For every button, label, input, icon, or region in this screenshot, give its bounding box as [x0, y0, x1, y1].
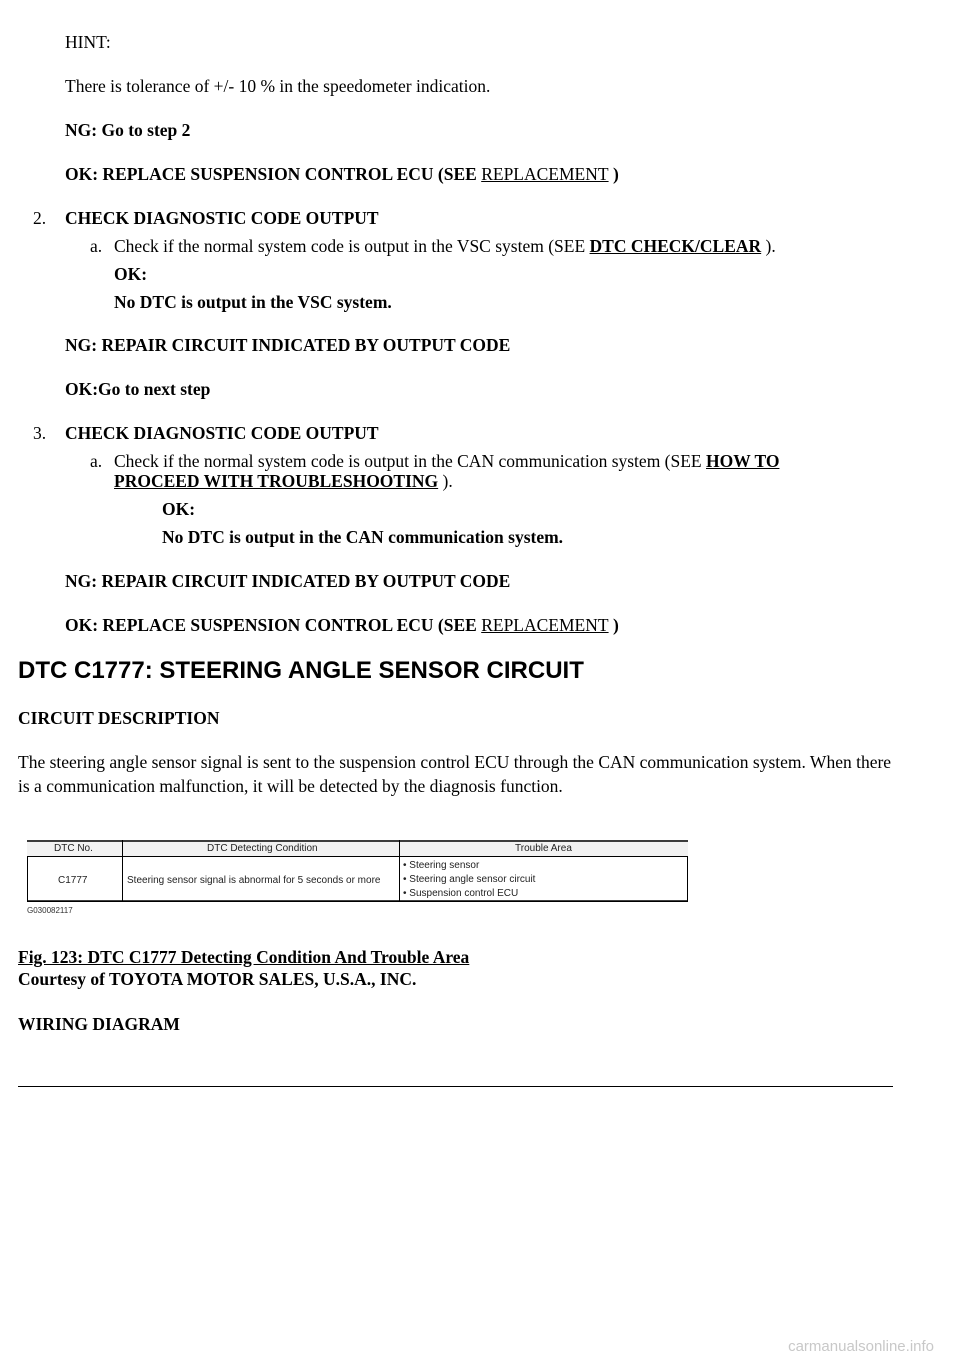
- step3-sub-text-line2: [114, 470, 453, 492]
- step2-title: CHECK DIAGNOSTIC CODE OUTPUT: [65, 208, 379, 228]
- step3-sub-suffix: ).: [438, 471, 453, 491]
- step2-ok-text: No DTC is output in the VSC system.: [114, 292, 392, 312]
- figure-courtesy: Courtesy of TOYOTA MOTOR SALES, U.S.A., INC.: [18, 969, 417, 989]
- figure-id: G030082117: [27, 906, 73, 915]
- figure-caption-link[interactable]: Fig. 123: DTC C1777 Detecting Condition And Trouble Area: [18, 947, 470, 967]
- step3-ok-suffix: ): [608, 615, 619, 635]
- dtc-heading: DTC C1777: STEERING ANGLE SENSOR CIRCUIT: [18, 657, 584, 684]
- dtc-table: [27, 840, 688, 902]
- step3-number: 3.: [33, 423, 47, 443]
- circuit-text: The steering angle sensor signal is sent to the suspension control ECU through the CAN communication system. When there is a communication malfunction, it will be detected by the diagnosis function.: [18, 752, 892, 796]
- step2-sub-text: [114, 235, 776, 257]
- step1-ok: [65, 163, 619, 185]
- step3-ok-label: OK:: [162, 499, 196, 519]
- table-header-dtc-no: DTC No.: [54, 843, 93, 854]
- hint-label: HINT:: [65, 32, 111, 52]
- replacement-link[interactable]: REPLACEMENT: [481, 164, 609, 184]
- step2-ok-label: OK:: [114, 264, 148, 284]
- step2-sub-suffix: ).: [761, 236, 776, 256]
- table-header-trouble-area: Trouble Area: [515, 843, 572, 854]
- step3-sub-letter: a.: [90, 451, 103, 471]
- circuit-heading: CIRCUIT DESCRIPTION: [18, 708, 220, 728]
- step3-ng: NG: REPAIR CIRCUIT INDICATED BY OUTPUT CODE: [65, 571, 511, 591]
- horizontal-rule: [18, 1086, 893, 1087]
- hint-text: There is tolerance of +/- 10 % in the speedometer indication.: [65, 76, 491, 96]
- table-cell-area-3: • Suspension control ECU: [403, 888, 519, 899]
- step1-ok-suffix: ): [608, 164, 619, 184]
- step1-ok-prefix: OK: REPLACE SUSPENSION CONTROL ECU (SEE: [65, 164, 482, 184]
- table-cell-area-2: • Steering angle sensor circuit: [403, 874, 536, 885]
- step3-ok-text: No DTC is output in the CAN communication system.: [162, 527, 564, 547]
- step2-ok-next: OK:Go to next step: [65, 379, 211, 399]
- step3-sub-body: Check if the normal system code is output in the CAN communication system (SEE: [114, 451, 706, 471]
- wiring-heading: WIRING DIAGRAM: [18, 1014, 180, 1034]
- step3-ok-prefix: OK: REPLACE SUSPENSION CONTROL ECU (SEE: [65, 615, 482, 635]
- step2-sub-body: Check if the normal system code is output in the VSC system (SEE: [114, 236, 590, 256]
- step2-ng: NG: REPAIR CIRCUIT INDICATED BY OUTPUT CODE: [65, 335, 511, 355]
- step1-ng: NG: Go to step 2: [65, 120, 191, 140]
- step3-title: CHECK DIAGNOSTIC CODE OUTPUT: [65, 423, 379, 443]
- table-cell-area-1: • Steering sensor: [403, 860, 480, 871]
- dtc-check-clear-link[interactable]: DTC CHECK/CLEAR: [589, 236, 762, 256]
- step3-sub-text-line1: [114, 450, 779, 472]
- footer-watermark: carmanualsonline.info: [788, 1338, 934, 1355]
- step2-number: 2.: [33, 208, 47, 228]
- step3-ok: [65, 614, 619, 636]
- replacement-link-2[interactable]: REPLACEMENT: [481, 615, 609, 635]
- step2-sub-letter: a.: [90, 236, 103, 256]
- how-to-proceed-link-line2[interactable]: PROCEED WITH TROUBLESHOOTING: [114, 471, 439, 491]
- table-cell-condition: Steering sensor signal is abnormal for 5 seconds or more: [127, 875, 381, 886]
- table-cell-code: C1777: [58, 875, 88, 886]
- how-to-proceed-link-line1[interactable]: HOW TO: [706, 451, 780, 471]
- table-header-condition: DTC Detecting Condition: [207, 843, 318, 854]
- dtc-table-grid: [27, 840, 688, 902]
